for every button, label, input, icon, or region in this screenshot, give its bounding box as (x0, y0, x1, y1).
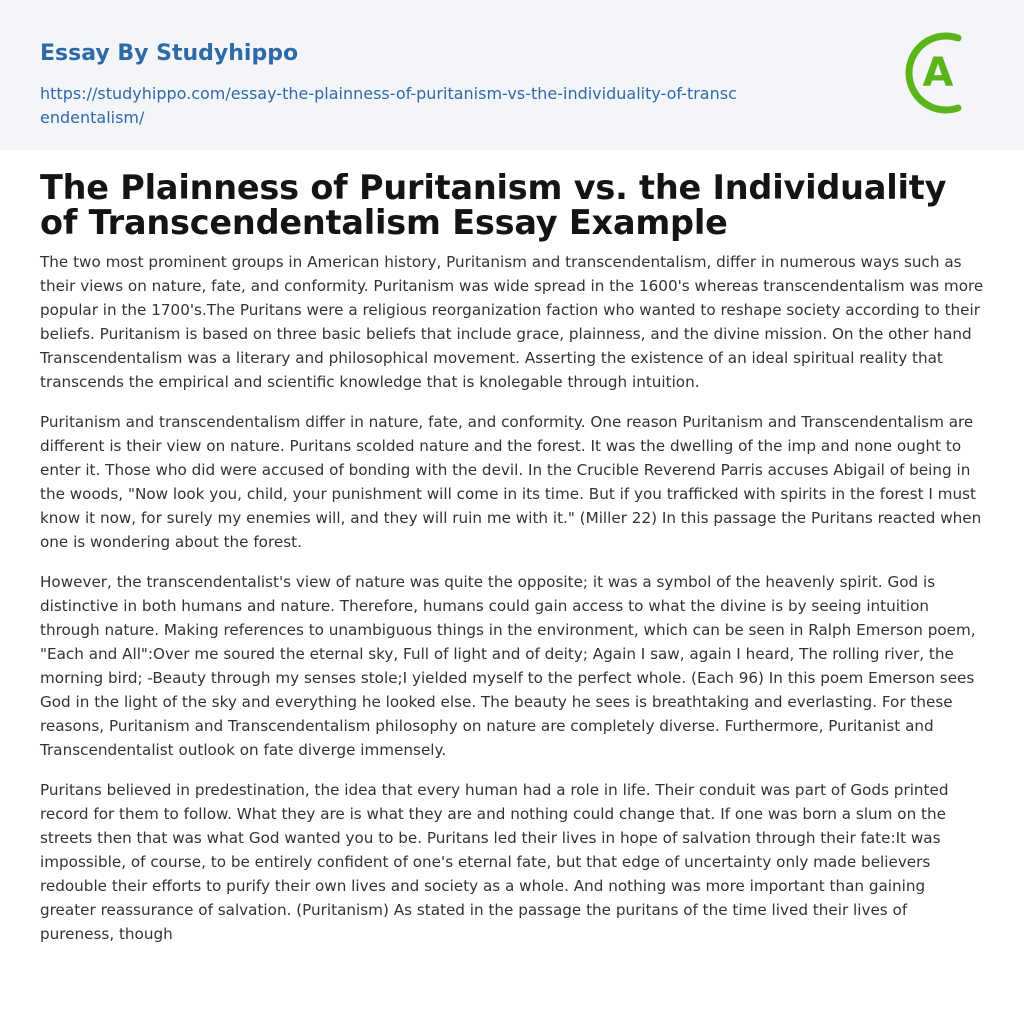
article-paragraph: Puritans believed in predestination, the idea that every human had a role in life. Their conduit was part of Gods printed record for them to follow. What they are is what they are and nothing could change that. If one was born a slum on the streets then that was what God wanted you to be. Puritans led their lives in hope of salvation through their fate:It was impossible, of course, to be entirely confident of one's eternal fate, but that edge of uncertainty only made believers redouble their efforts to purify their own lives and society as a whole. And nothing was more important than gaining greater reassurance of salvation. (Puritanism) As stated in the passage the puritans of the time lived their lives of pureness, though (40, 781, 949, 943)
site-header (0, 0, 1024, 150)
article-title: The Plainness of Puritanism vs. the Individuality of Transcendentalism Essay Example (40, 168, 947, 242)
article-paragraph: The two most prominent groups in American history, Puritanism and transcendentalism, differ in numerous ways such as their views on nature, fate, and conformity. Puritanism was wide spread in the 1600's whereas transcendentalism was more popular in the 1700's.The Puritans were a religious reorganization faction who wanted to reshape society according to their beliefs. Puritanism is based on three basic beliefs that include grace, plainness, and the divine mission. On the other hand Transcendentalism was a literary and philosophical movement. Asserting the existence of an ideal spiritual reality that transcends the empirical and scientific knowledge that is knolegable through intuition. (40, 253, 984, 391)
logo-letter: A (922, 50, 954, 96)
article-paragraph: However, the transcendentalist's view of nature was quite the opposite; it was a symbol of the heavenly spirit. God is distinctive in both humans and nature. Therefore, humans could gain access to what the divine is by seeing intuition through nature. Making references to unambiguous things in the environment, which can be seen in Ralph Emerson poem, "Each and All":Over me soured the eternal sky, Full of light and of deity; Again I saw, again I heard, The rolling river, the morning bird; -Beauty through my senses stole;I yielded myself to the perfect whole. (Each 96) In this poem Emerson sees God in the light of the sky and everything he looked else. The beauty he sees is breathtaking and everlasting. For these reasons, Puritanism and Transcendentalism philosophy on nature are completely diverse. Furthermore, Puritanist and Transcendentalist outlook on fate diverge immensely. (40, 573, 976, 759)
article-paragraph: Puritanism and transcendentalism differ in nature, fate, and conformity. One reason Puritanism and Transcendentalism are different is their view on nature. Puritans scolded nature and the forest. It was the dwelling of the imp and none ought to enter it. Those who did were accused of bonding with the devil. In the Crucible Reverend Parris accuses Abigail of being in the woods, "Now look you, child, your punishment will come in its time. But if you trafficked with spirits in the forest I must know it now, for surely my enemies will, and they will ruin me with it." (Miller 22) In this passage the Puritans reacted when one is wondering about the forest. (40, 413, 982, 551)
article (0, 170, 1024, 946)
source-url-link[interactable]: https://studyhippo.com/essay-the-plainness-of-puritanism-vs-the-individuality-of-transcendentalism/ (40, 84, 737, 127)
studyhippo-logo-icon[interactable] (896, 28, 986, 118)
site-brand[interactable]: Essay By Studyhippo (40, 41, 299, 66)
